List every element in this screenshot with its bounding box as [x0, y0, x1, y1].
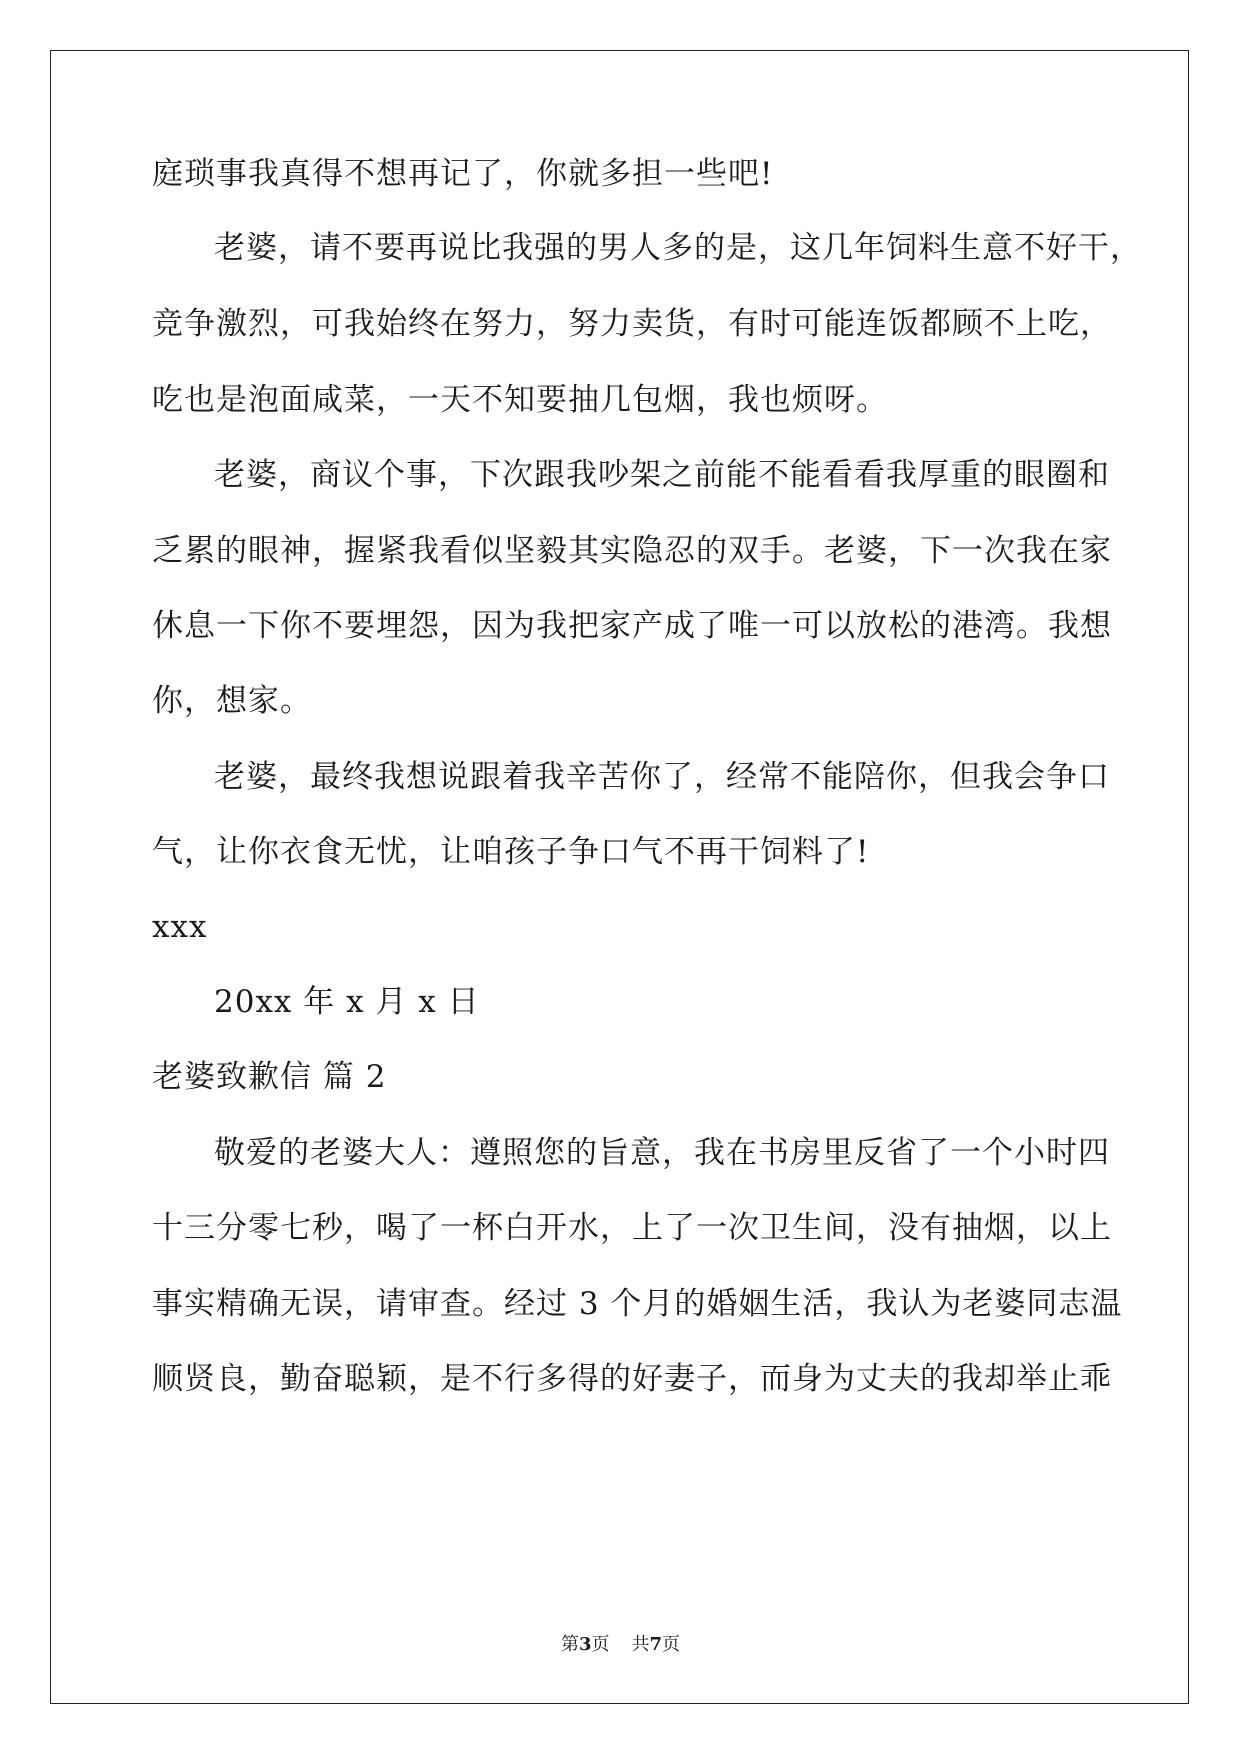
date-line: 20xx 年 x 月 x 日 — [214, 984, 480, 1020]
total-suffix: 页 — [662, 1634, 681, 1655]
signature: xxx — [152, 909, 208, 945]
page-current: 3 — [578, 1634, 592, 1655]
text-line: 吃也是泡面咸菜，一天不知要抽几包烟，我也烦呀。 — [152, 382, 888, 418]
text-line: 庭琐事我真得不想再记了，你就多担一些吧! — [152, 156, 774, 192]
text-line: 敬爱的老婆大人：遵照您的旨意，我在书房里反省了一个小时四 — [214, 1135, 1110, 1171]
page-prefix: 第 — [560, 1634, 579, 1655]
text-line: 老婆，请不要再说比我强的男人多的是，这几年饲料生意不好干， — [214, 230, 1142, 266]
text-line: 顺贤良，勤奋聪颖，是不行多得的好妻子，而身为丈夫的我却举止乖 — [152, 1361, 1112, 1397]
text-line: 竞争激烈，可我始终在努力，努力卖货，有时可能连饭都顾不上吃， — [152, 306, 1112, 342]
section-heading: 老婆致歉信 篇 2 — [152, 1059, 387, 1095]
text-line: 休息一下你不要埋怨，因为我把家产成了唯一可以放松的港湾。我想 — [152, 608, 1112, 644]
text-line: 十三分零七秒，喝了一杯白开水，上了一次卫生间，没有抽烟，以上 — [152, 1210, 1112, 1246]
text-line: 事实精确无误，请审查。经过 3 个月的婚姻生活，我认为老婆同志温 — [152, 1286, 1123, 1322]
page-border — [50, 50, 1189, 1704]
text-line: 老婆，商议个事，下次跟我吵架之前能不能看看我厚重的眼圈和 — [214, 457, 1110, 493]
page-footer — [0, 1630, 1241, 1656]
text-line: 老婆，最终我想说跟着我辛苦你了，经常不能陪你，但我会争口 — [214, 759, 1110, 795]
text-line: 气，让你衣食无忧，让咱孩子争口气不再干饲料了! — [152, 834, 870, 870]
text-line: 乏累的眼神，握紧我看似坚毅其实隐忍的双手。老婆，下一次我在家 — [152, 533, 1112, 569]
page-total: 7 — [649, 1634, 663, 1655]
text-line: 你，想家。 — [152, 683, 312, 719]
page-suffix: 页 — [591, 1634, 610, 1655]
total-prefix: 共 — [631, 1634, 650, 1655]
